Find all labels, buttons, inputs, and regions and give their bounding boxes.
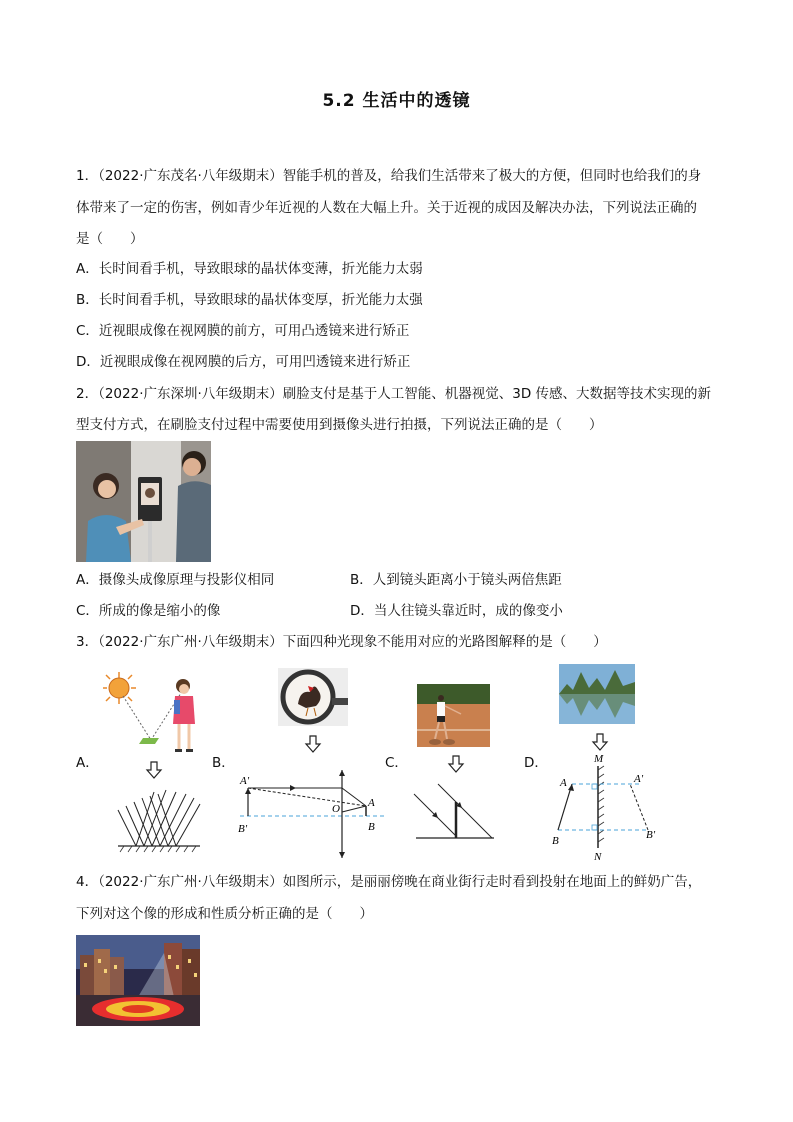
q3-b-label: B． <box>212 755 235 771</box>
down-arrow-icon <box>145 761 163 779</box>
q1-option-a: A．长时间看手机，导致眼球的晶状体变薄，折光能力太弱 <box>76 261 423 277</box>
q3-d-point-a: A <box>560 777 567 789</box>
q3-line: 3．（2022·广东广州·八年级期末）下面四种光现象不能用对应的光路图解释的是（ ） <box>76 634 607 650</box>
q2-option-c: C．所成的像是缩小的像 <box>76 603 221 619</box>
q3-d-point-n: N <box>594 851 602 863</box>
q3-d-point-b-prime: B' <box>646 829 656 841</box>
face-payment-photo <box>76 441 211 562</box>
q2-line-1: 2．（2022·广东深圳·八年级期末）刷脸支付是基于人工智能、机器视觉、3D 传感、大数据等技术实现的新 <box>76 386 712 402</box>
q1-line-1: 1．（2022·广东茂名·八年级期末）智能手机的普及，给我们生活带来了极大的方便，但同时也给我们的身 <box>76 168 702 184</box>
q3-d-label: D． <box>524 755 548 771</box>
q3-a-diffuse-reflection-diagram <box>114 788 204 854</box>
q3-b-point-b: B <box>368 821 375 833</box>
q1-option-b: B．长时间看手机，导致眼球的晶状体变厚，折光能力太强 <box>76 292 423 308</box>
q1-line-2: 体带来了一定的伤害，例如青少年近视的人数在大幅上升。关于近视的成因及解决办法，下列说法正确的 <box>76 200 697 216</box>
q3-d-lake-reflection-photo <box>559 664 635 724</box>
down-arrow-icon <box>447 755 465 773</box>
q3-a-label: A． <box>76 755 99 771</box>
q3-c-label: C． <box>385 755 408 771</box>
q3-c-shadow-diagram <box>410 782 496 842</box>
q1-line-3: 是（ ） <box>76 231 144 247</box>
q3-b-point-a-prime: A' <box>240 775 250 787</box>
q3-b-magnifier-photo <box>278 668 348 726</box>
down-arrow-icon <box>304 735 322 753</box>
q2-option-d: D．当人往镜头靠近时，成的像变小 <box>350 603 563 619</box>
q3-d-point-m: M <box>594 753 604 765</box>
q2-line-2: 型支付方式，在刷脸支付过程中需要使用到摄像头进行拍摄，下列说法正确的是（ ） <box>76 417 603 433</box>
q3-b-point-a: A <box>368 797 375 809</box>
q3-b-point-b-prime: B' <box>238 823 248 835</box>
q3-b-lens-diagram <box>232 768 388 860</box>
q4-line-1: 4．（2022·广东广州·八年级期末）如图所示，是丽丽傍晚在商业街行走时看到投射在地面上的鲜奶广告， <box>76 874 702 890</box>
q3-d-plane-mirror-diagram <box>548 752 664 864</box>
q3-d-point-b: B <box>552 835 559 847</box>
q3-c-tennis-photo <box>417 684 490 747</box>
q1-option-d: D．近视眼成像在视网膜的后方，可用凹透镜来进行矫正 <box>76 354 411 370</box>
q2-option-a: A．摄像头成像原理与投影仪相同 <box>76 572 275 588</box>
q3-b-point-o: O <box>332 803 340 815</box>
q3-d-point-a-prime: A' <box>634 773 644 785</box>
q4-street-projection-photo <box>76 935 200 1026</box>
q2-option-b: B．人到镜头距离小于镜头两倍焦距 <box>350 572 562 588</box>
page-title: 5.2 生活中的透镜 <box>322 91 471 111</box>
down-arrow-icon <box>591 733 609 751</box>
q1-option-c: C．近视眼成像在视网膜的前方，可用凸透镜来进行矫正 <box>76 323 410 339</box>
q3-a-scene <box>103 672 208 754</box>
q4-line-2: 下列对这个像的形成和性质分析正确的是（ ） <box>76 906 373 922</box>
